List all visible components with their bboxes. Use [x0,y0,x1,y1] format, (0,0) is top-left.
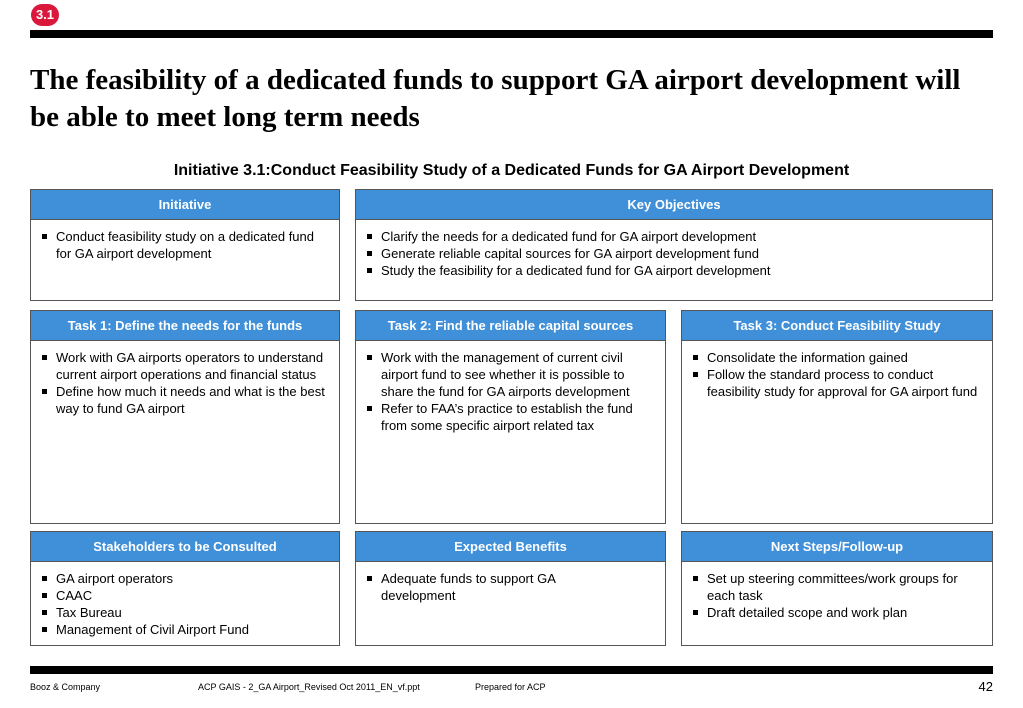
bottom-rule [30,666,993,674]
bullet-item: Set up steering committees/work groups for each task [690,570,984,604]
key-objectives-box [355,189,993,301]
stakeholders-header: Stakeholders to be Consulted [31,532,339,562]
key-objectives-header: Key Objectives [356,190,992,220]
bullet-item: Follow the standard process to conduct feasibility study for approval for GA airport fund [690,366,984,400]
footer-prepared: Prepared for ACP [475,682,546,692]
next-steps-header: Next Steps/Follow-up [682,532,992,562]
section-badge: 3.1 [31,4,59,26]
bullet-item: Define how much it needs and what is the best way to fund GA airport [39,383,331,417]
benefits-box [355,531,666,646]
benefits-header: Expected Benefits [356,532,665,562]
initiative-box [30,189,340,301]
stakeholders-list [39,570,331,638]
next-steps-list [690,570,984,621]
next-steps-box [681,531,993,646]
key-objectives-list [364,228,984,279]
bullet-item: Management of Civil Airport Fund [39,621,331,638]
bullet-item: Study the feasibility for a dedicated fund for GA airport development [364,262,984,279]
task2-list [364,349,657,434]
bullet-item: CAAC [39,587,331,604]
task1-header: Task 1: Define the needs for the funds [31,311,339,341]
bullet-item: Adequate funds to support GA development [364,570,585,604]
bullet-item: Generate reliable capital sources for GA airport development fund [364,245,984,262]
footer-file: ACP GAIS - 2_GA Airport_Revised Oct 2011_EN_vf.ppt [198,682,420,692]
bullet-item: Clarify the needs for a dedicated fund for GA airport development [364,228,984,245]
page-number: 42 [978,679,993,694]
task3-box [681,310,993,524]
task1-box [30,310,340,524]
bullet-item: Refer to FAA’s practice to establish the fund from some specific airport related tax [364,400,657,434]
bullet-item: Draft detailed scope and work plan [690,604,984,621]
stakeholders-box [30,531,340,646]
task2-header: Task 2: Find the reliable capital sources [356,311,665,341]
bullet-item: Tax Bureau [39,604,331,621]
initiative-subtitle: Initiative 3.1:Conduct Feasibility Study of a Dedicated Funds for GA Airport Development [173,162,850,179]
initiative-header: Initiative [31,190,339,220]
task2-box [355,310,666,524]
bullet-item: Work with the management of current civil airport fund to see whether it is possible to share the fund for GA airports development [364,349,657,400]
page-title: The feasibility of a dedicated funds to support GA airport development will be able to meet long term needs [30,64,961,133]
task1-list [39,349,331,417]
bullet-item: Consolidate the information gained [690,349,984,366]
top-rule [30,30,993,38]
bullet-item: Work with GA airports operators to understand current airport operations and financial status [39,349,331,383]
task3-header: Task 3: Conduct Feasibility Study [682,311,992,341]
benefits-list [364,570,585,604]
bullet-item: Conduct feasibility study on a dedicated fund for GA airport development [39,228,331,262]
bullet-item: GA airport operators [39,570,331,587]
initiative-list [39,228,331,262]
task3-list [690,349,984,400]
footer-company: Booz & Company [30,682,101,692]
